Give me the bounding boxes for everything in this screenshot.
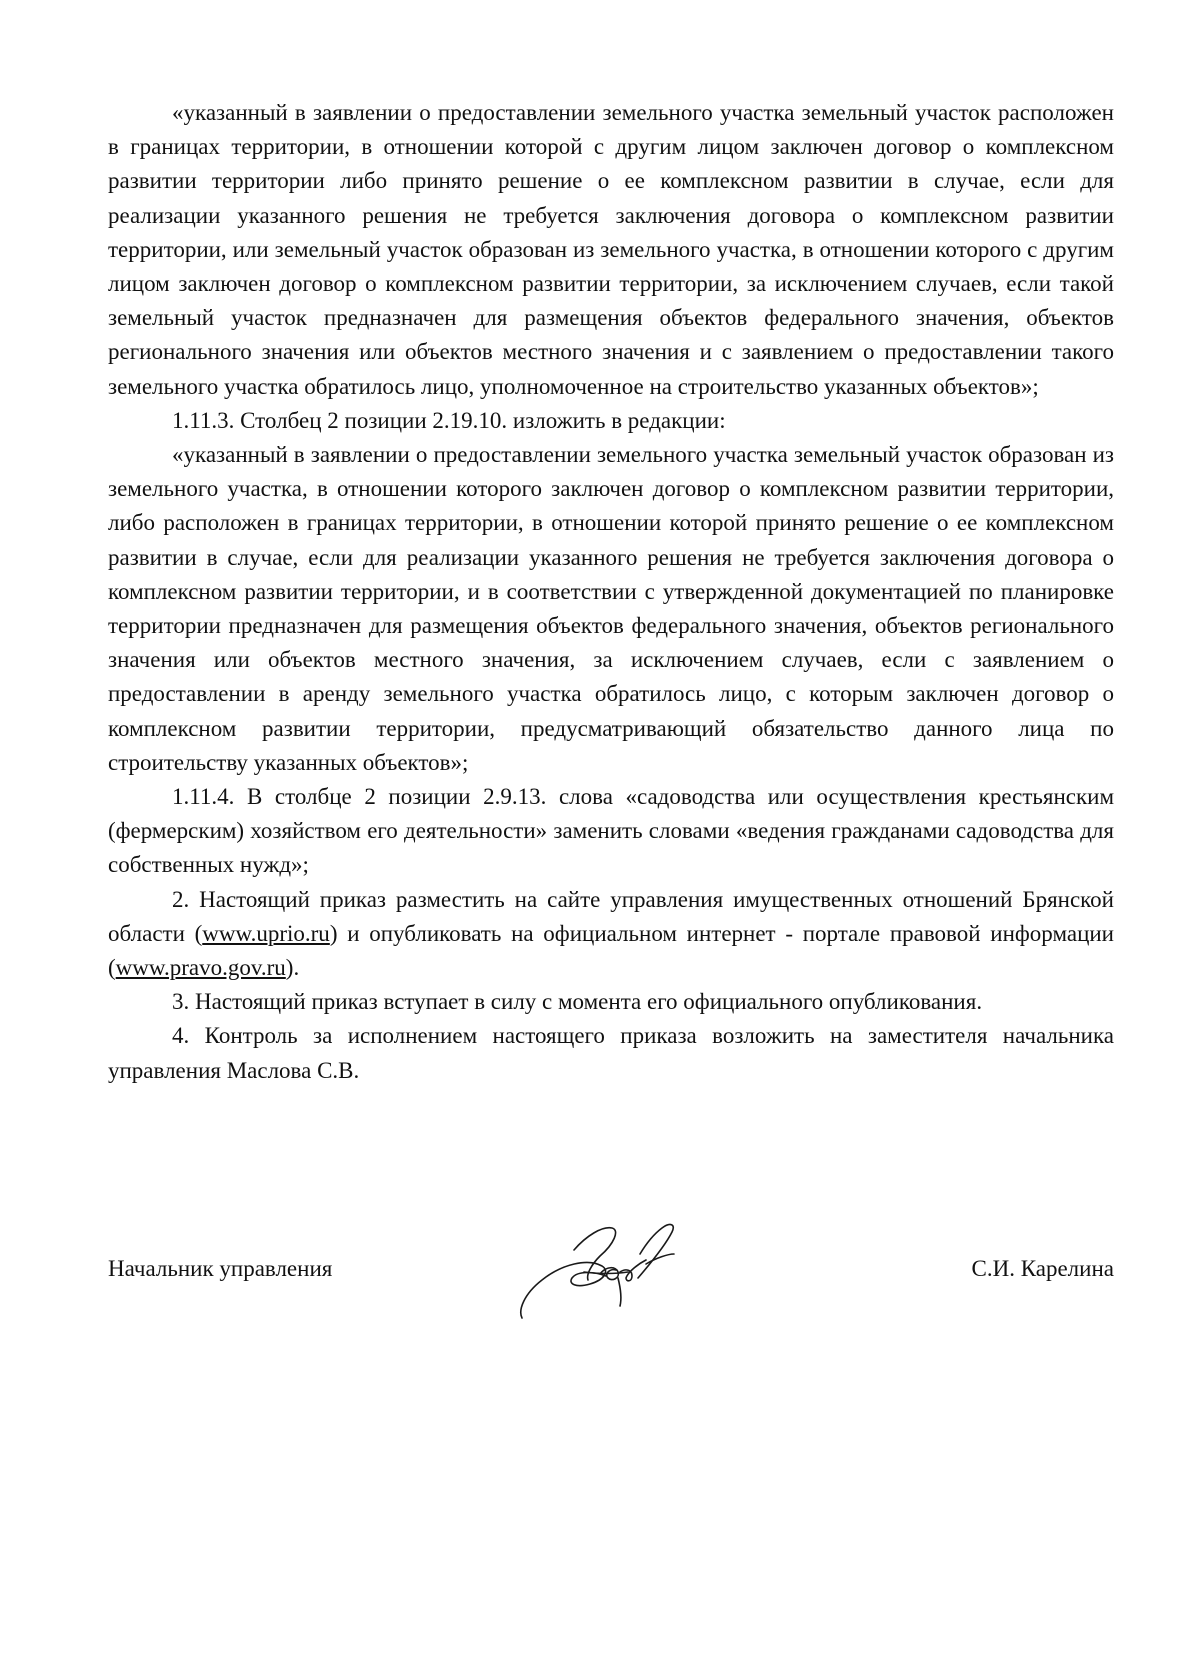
link-pravo[interactable]: www.pravo.gov.ru (115, 955, 286, 981)
paragraph-3-effective: 3. Настоящий приказ вступает в силу с момента его официального опубликования. (172, 989, 983, 1015)
link-uprio[interactable]: www.uprio.ru (202, 920, 330, 946)
paragraph-2-text-before: 2. Настоящий приказ разместить на сайте управления имущественных отношений Брянской области ( (108, 886, 1114, 946)
paragraph-1-11-3: 1.11.3. Столбец 2 позиции 2.19.10. изложить в редакции: (172, 407, 726, 433)
signatory-name: С.И. Карелина (971, 1256, 1114, 1281)
document-body (108, 96, 1114, 1088)
paragraph-2-text-after: ). (285, 955, 300, 981)
signatory-position: Начальник управления (108, 1256, 333, 1281)
paragraph-quote-2: «указанный в заявлении о предоставлении земельного участка земельный участок образован из земельного участка, в отношении которого заключен договор о комплексном развитии территории, либо расположен в границах территории, в отношении которой принято решение о ее комплексном развитии в случае, если для реализации указанного решения не требуется заключения договора о комплексном развитии территории, и в соответствии с утвержденной документацией по планировке территории предназначен для размещения объектов федерального значения, объектов регионального значения или объектов местного значения, за исключением случаев, если с заявлением о предоставлении в аренду земельного участка обратилось лицо, с которым заключен договор о комплексном развитии территории, предусматривающий обязательство данного лица по строительству указанных объектов»; (108, 442, 1114, 775)
paragraph-2-publication (108, 883, 1114, 986)
paragraph-quote-1: «указанный в заявлении о предоставлении земельного участка земельный участок расположен в границах территории, в отношении которой с другим лицом заключен договор о комплексном развитии территории либо принято решение о ее комплексном развитии в случае, если для реализации указанного решения не требуется заключения договора о комплексном развитии территории, или земельный участок образован из земельного участка, в отношении которого с другим лицом заключен договор о комплексном развитии территории, за исключением случаев, если такой земельный участок предназначен для размещения объектов федерального значения, объектов регионального значения или объектов местного значения и с заявлением о предоставлении такого земельного участка обратилось лицо, уполномоченное на строительство указанных объектов»; (108, 100, 1114, 399)
handwritten-signature (516, 1214, 716, 1326)
paragraph-2-text-middle: ) и опубликовать на официальном интернет - портале правовой информации ( (108, 920, 1114, 981)
paragraph-4-control: 4. Контроль за исполнением настоящего приказа возложить на заместителя начальника управления Маслова С.В. (108, 1023, 1114, 1083)
paragraph-1-11-4: 1.11.4. В столбце 2 позиции 2.9.13. слова «садоводства или осуществления крестьянским (фермерским) хозяйством его деятельности» заменить словами «ведения гражданами садоводства для собственных нужд»; (108, 784, 1114, 878)
